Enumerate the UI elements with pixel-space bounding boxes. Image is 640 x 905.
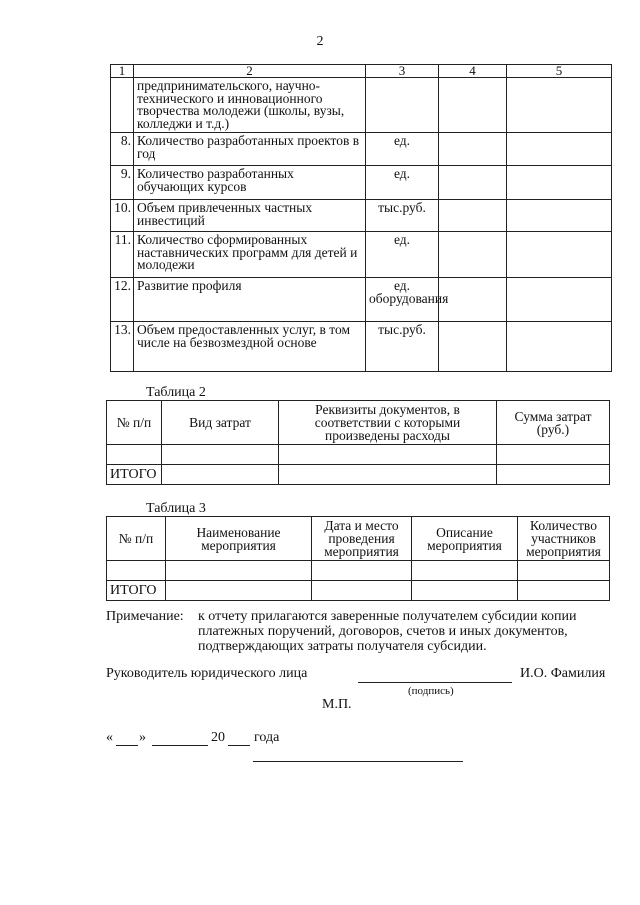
row-number: 10. [111,200,134,232]
total-row [107,465,610,485]
table-cell [107,561,166,581]
date-quote-close: » [139,730,146,745]
column-number-5: 5 [507,65,612,78]
table-cell [162,445,279,465]
row-cell-empty [507,133,612,166]
row-number: 11. [111,232,134,278]
row-unit: ед. [366,232,439,278]
table-row [111,78,612,133]
table-row [111,278,612,322]
table-row [107,561,610,581]
row-indicator: Развитие профиля [134,278,366,322]
events-table [106,516,610,601]
table-cell [497,465,610,485]
row-indicator: предпринимательского, научно-технического и инновационного творчества молодежи (школы, вузы, колледжи и т.д.) [134,78,366,133]
date-year-suffix: года [254,730,280,745]
column-header-event-name: Наименование мероприятия [166,517,312,561]
row-cell-empty [439,166,507,200]
signature-line [358,682,512,683]
date-quote-open: « [106,730,113,745]
table-cell [518,581,610,601]
row-indicator: Количество разработанных проектов в год [134,133,366,166]
row-unit: ед. [366,133,439,166]
column-header-participants: Количество участников мероприятия [518,517,610,561]
table-cell [107,445,162,465]
table-cell [518,561,610,581]
date-year-prefix: 20 [211,730,225,745]
column-number-3: 3 [366,65,439,78]
column-header-expense-type: Вид затрат [162,401,279,445]
row-number: 9. [111,166,134,200]
row-cell-empty [507,166,612,200]
table-cell [312,561,412,581]
row-indicator: Количество сформированных наставнических программ для детей и молодежи [134,232,366,278]
column-number-4: 4 [439,65,507,78]
column-header-number: № п/п [107,517,166,561]
column-header-documents: Реквизиты документов, в соответствии с которыми произведены расходы [279,401,497,445]
total-row [107,581,610,601]
signature-name: И.О. Фамилия [520,666,606,681]
row-number: 12. [111,278,134,322]
row-unit: ед. [366,166,439,200]
row-number: 8. [111,133,134,166]
row-cell-empty [439,200,507,232]
page-number: 2 [316,34,324,49]
table-header-row [111,65,612,78]
table-cell [166,561,312,581]
table-cell [162,465,279,485]
table-cell [279,445,497,465]
table-header-row [107,401,610,445]
table-row [111,133,612,166]
row-cell-empty [507,278,612,322]
table-row [111,200,612,232]
row-indicator: Объем предоставленных услуг, в том числе на безвозмездной основе [134,322,366,372]
table-row [111,166,612,200]
row-unit: тыс.руб. [366,322,439,372]
row-cell-empty [439,133,507,166]
table3-caption: Таблица 3 [146,501,206,516]
table-cell [166,581,312,601]
total-label: ИТОГО [107,581,166,601]
table-cell [497,445,610,465]
note-text: к отчету прилагаются заверенные получателем субсидии копии платежных поручений, договоров, счетов и иных документов, подтверждающих затраты получателя субсидии. [198,609,577,654]
table-cell [412,581,518,601]
row-unit [366,78,439,133]
column-header-amount: Сумма затрат (руб.) [497,401,610,445]
row-cell-empty [439,232,507,278]
row-cell-empty [507,322,612,372]
column-number-1: 1 [111,65,134,78]
row-cell-empty [507,200,612,232]
date-month-line [152,745,208,746]
column-header-description: Описание мероприятия [412,517,518,561]
table-cell [279,465,497,485]
column-header-number: № п/п [107,401,162,445]
table-header-row [107,517,610,561]
bottom-line [253,761,463,762]
row-unit: тыс.руб. [366,200,439,232]
row-indicator: Объем привлеченных частных инвестиций [134,200,366,232]
row-cell-empty [439,322,507,372]
table-row [111,322,612,372]
row-unit: ед. оборудования [366,278,439,322]
column-number-2: 2 [134,65,366,78]
table-cell [312,581,412,601]
indicators-table [110,64,612,372]
row-cell-empty [507,78,612,133]
table-row [107,445,610,465]
row-number [111,78,134,133]
row-cell-empty [507,232,612,278]
expenses-table [106,400,610,485]
total-label: ИТОГО [107,465,162,485]
stamp-placeholder: М.П. [322,697,352,712]
column-header-date-place: Дата и место проведения мероприятия [312,517,412,561]
signature-role: Руководитель юридического лица [106,666,308,681]
signature-hint: (подпись) [408,685,454,697]
row-cell-empty [439,78,507,133]
row-cell-empty [439,278,507,322]
row-indicator: Количество разработанных обучающих курсов [134,166,366,200]
table-row [111,232,612,278]
note-label: Примечание: [106,609,184,624]
table-cell [412,561,518,581]
date-day-line [116,745,138,746]
row-number: 13. [111,322,134,372]
table2-caption: Таблица 2 [146,385,206,400]
date-year-line [228,745,250,746]
